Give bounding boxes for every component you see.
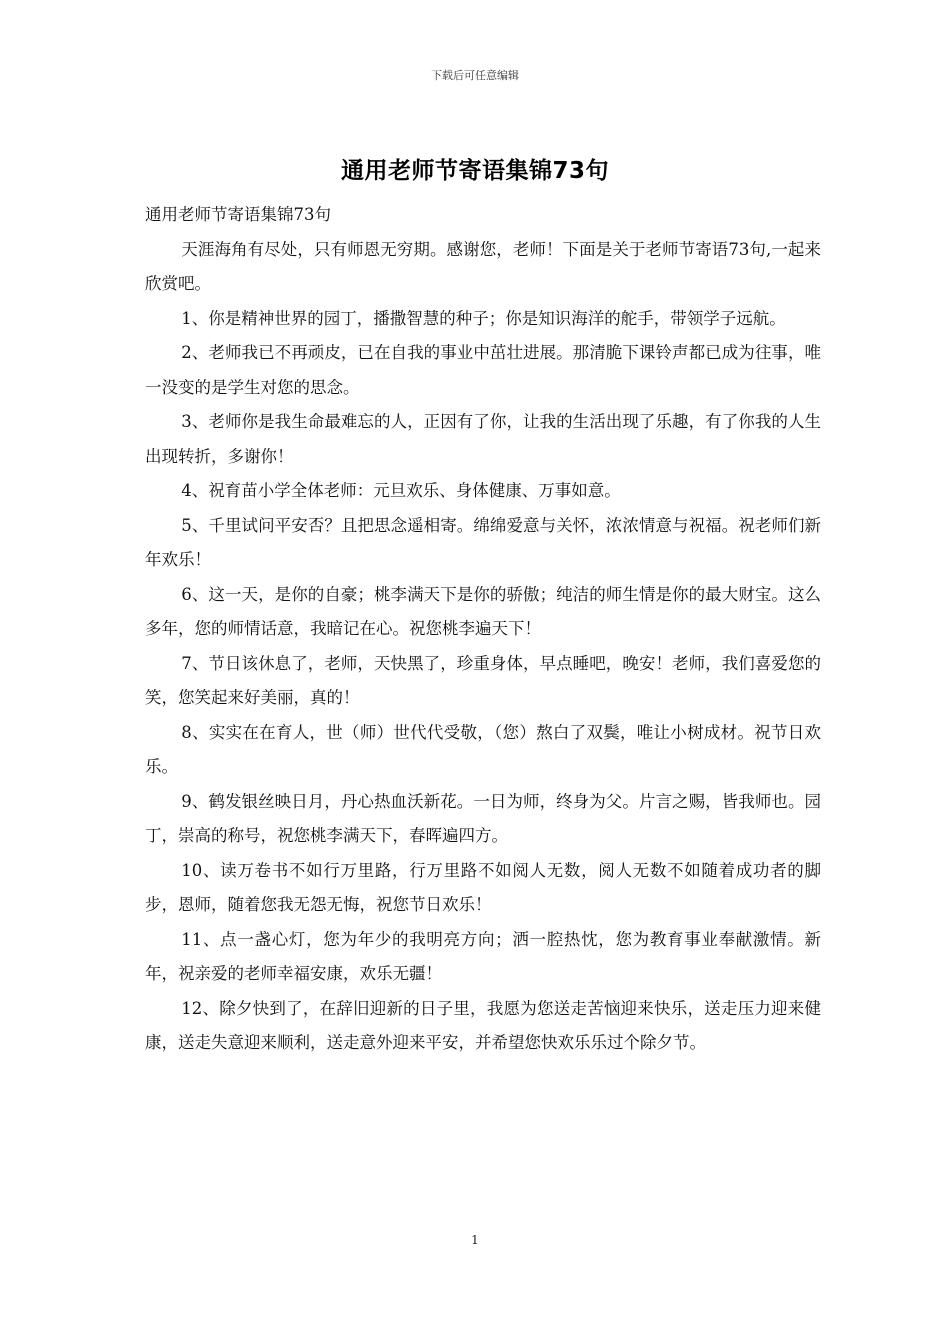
greeting-item: 1、你是精神世界的园丁，播撒智慧的种子；你是知识海洋的舵手，带领学子远航。 [181, 308, 786, 328]
greeting-item: 6、这一天，是你的自豪；桃李满天下是你的骄傲；纯洁的师生情是你的最大财宝。这么多年，您的师情话意，我暗记在心。祝您桃李遍天下！ [145, 584, 821, 638]
greeting-item: 8、实实在在育人，世（师）世代代受敬，（您）熬白了双鬓，唯让小树成材。祝节日欢乐。 [145, 722, 821, 776]
greeting-item: 2、老师我已不再顽皮，已在自我的事业中茁壮进展。那清脆下课铃声都已成为往事，唯一没变的是学生对您的思念。 [145, 343, 821, 397]
page-header-note: 下载后可任意编辑 [431, 69, 519, 82]
greeting-item: 12、除夕快到了，在辞旧迎新的日子里，我愿为您送走苦恼迎来快乐，送走压力迎来健康，送走失意迎来顺利，送走意外迎来平安，并希望您快欢乐乐过个除夕节。 [145, 998, 821, 1052]
page-number: 1 [471, 1233, 479, 1247]
document-title: 通用老师节寄语集锦73句 [340, 158, 609, 184]
intro-paragraph: 天涯海角有尽处，只有师恩无穷期。感谢您，老师！下面是关于老师节寄语73句,一起来欣赏吧。 [145, 239, 821, 293]
greeting-item: 3、老师你是我生命最难忘的人，正因有了你，让我的生活出现了乐趣，有了你我的人生出现转折，多谢你！ [145, 412, 821, 466]
greeting-item: 11、点一盏心灯，您为年少的我明亮方向；洒一腔热忱，您为教育事业奉献激情。新年，祝亲爱的老师幸福安康，欢乐无疆！ [145, 929, 821, 983]
greeting-item: 5、千里试问平安否？且把思念遥相寄。绵绵爱意与关怀，浓浓情意与祝福。祝老师们新年欢乐！ [145, 515, 821, 569]
document-subtitle: 通用老师节寄语集锦73句 [145, 205, 331, 224]
greeting-item: 7、节日该休息了，老师，天快黑了，珍重身体，早点睡吧，晚安！老师，我们喜爱您的笑，您笑起来好美丽，真的！ [145, 653, 821, 707]
greeting-item: 10、读万卷书不如行万里路，行万里路不如阅人无数，阅人无数不如随着成功者的脚步，恩师，随着您我无怨无悔，祝您节日欢乐！ [145, 860, 821, 914]
greeting-item: 9、鹤发银丝映日月，丹心热血沃新花。一日为师，终身为父。片言之赐，皆我师也。园丁，崇高的称号，祝您桃李满天下，春晖遍四方。 [145, 791, 821, 845]
document-body [145, 198, 821, 1061]
greeting-item: 4、祝育苗小学全体老师：元旦欢乐、身体健康、万事如意。 [181, 481, 621, 500]
